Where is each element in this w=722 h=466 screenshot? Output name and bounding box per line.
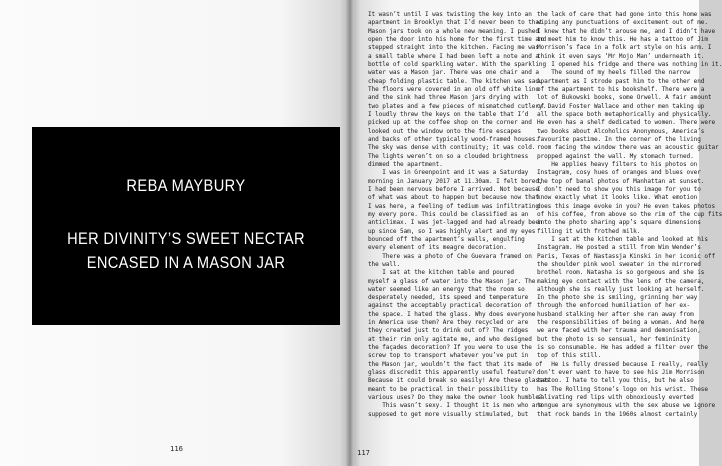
text-line: cheap folding plastic table. The kitchen was sad.: [368, 77, 543, 85]
text-line: my every pore. This could be classified as an: [368, 210, 529, 218]
text-line: room facing the window there was an acoustic guitar: [537, 144, 719, 152]
text-line: I had been nervous before I arrived. Not because: [368, 185, 539, 193]
text-line: the lack of care that had gone into this home was: [537, 11, 712, 18]
text-line: The lights weren’t on so a clouded brightness: [368, 152, 529, 160]
page-number-right: 117: [357, 448, 370, 457]
essay-title-line-2: ENCASED IN A MASON JAR: [86, 253, 286, 272]
text-line: they created just to drink out of? The ridges: [368, 327, 529, 335]
text-line: water seemed like an energy that the room so: [368, 285, 525, 293]
text-line: the space. I hated the glass. Why does everyone: [368, 310, 536, 318]
text-line: two books about Alcoholics Anonymous, America’s: [537, 127, 705, 135]
text-line: up since 5am, so I was highly alert and my eyes: [368, 227, 536, 235]
text-line: He is fully dressed because I really, really: [537, 360, 708, 368]
book-gutter: [346, 0, 354, 466]
text-line: anticlimax. I was jet-lagged and had already been: [368, 219, 543, 227]
page-number-left: 116: [170, 444, 183, 453]
text-line: It wasn’t until I was twisting the key into an: [368, 11, 532, 18]
text-line: The sky was dense with continuity; it was cold.: [368, 144, 536, 152]
text-line: the responsibilities of being a woman. And here: [537, 319, 705, 327]
text-line: Because it could break so easily! Are these glasses: [368, 377, 550, 385]
text-line: and backs of other typically wood-framed houses.: [368, 135, 539, 143]
text-line: the wall.: [368, 260, 401, 268]
text-line: at their rim only agitate me, and who designed: [368, 335, 532, 343]
text-line: bottle of cold sparkling water. With the sparkling: [368, 60, 547, 68]
text-line: of what was about to happen but because now that: [368, 194, 539, 202]
text-line: the shoulder pink wool sweater in the mirrored: [537, 260, 701, 268]
text-line: supposed to get more visually stimulated, but: [368, 410, 529, 418]
text-line: into the photo sharing app’s square dimensions: [537, 219, 701, 227]
essay-title-line-1: HER DIVINITY’S SWEET NECTAR: [67, 229, 305, 248]
text-line: Paris, Texas of Nastassja Kinski in her iconic off: [537, 252, 716, 260]
text-line: in America use them? Are they recycled or are: [368, 319, 529, 327]
text-line: stepped straight into the kitchen. Facing me was: [368, 44, 539, 52]
text-line: myself a glass of water into the Mason jar. The: [368, 277, 536, 285]
text-line: bounced off the apartment’s walls, engulfing: [368, 235, 525, 243]
text-line: meant to be practical in their possibility to: [368, 385, 529, 393]
text-line: lot of Bukowski books, some Orwell. A fair amount: [537, 94, 712, 102]
text-line: the top of banal photos of Manhattan at sunset.: [537, 177, 705, 185]
text-line: I was in Greenpoint and it was a Saturday: [368, 169, 529, 177]
text-line: against the acceptably practical decoration of: [368, 302, 532, 310]
text-line: I sat at the kitchen table and looked at his: [537, 235, 708, 243]
text-line: Instagram, cosy hues of oranges and blues over: [537, 169, 701, 177]
text-line: but the photo is so sensual, her femininity: [537, 335, 691, 343]
text-line: This wasn’t sexy. I thought it is men who are: [368, 402, 543, 410]
text-line: Instagram. He posted a still from Wim Wender’s: [537, 244, 701, 252]
text-line: has The Rolling Stone’s logo on his wrist. These: [537, 385, 708, 393]
text-line: apartment in Brooklyn that I’d never been to that: [368, 19, 543, 27]
text-line: dimmed the apartment.: [368, 160, 443, 168]
text-line: is so consumable. He has added a filter over the: [537, 344, 708, 352]
text-line: the Mason jar, wouldn’t the fact that its made of: [368, 360, 543, 368]
text-line: picked up at the coffee shop on the corner and: [368, 119, 532, 127]
text-line: apartment as I strode past him to the other end: [537, 77, 705, 85]
text-column-right: [537, 11, 722, 419]
text-line: of the apartment to his bookshelf. There were a: [537, 85, 705, 93]
text-line: a small table where I had been left a note and a: [368, 52, 539, 60]
text-line: I knew that he didn’t arouse me, and I didn’t have: [537, 27, 716, 35]
text-line: and the sink had three Mason jars drying with: [368, 94, 529, 102]
text-line: water was a Mason jar. There was one chair and a: [368, 69, 539, 77]
text-line: all the space both metaphorically and physically.: [537, 110, 712, 118]
text-line: Morrison’s face in a folk art style on his arm. I: [537, 44, 712, 52]
text-line: we are faced with her trauma and demonisation,: [537, 327, 701, 335]
text-line: glass discredit this apparently useful feature?: [368, 369, 536, 377]
text-line: to meet him to know this. He has a tattoo of Jim: [537, 35, 708, 43]
text-line: I don’t need to show you this image for you to: [537, 185, 701, 193]
text-column-left: [368, 11, 550, 419]
author-name: REBA MAYBURY: [126, 176, 246, 195]
text-line: He applies heavy filters to his photos on: [537, 160, 698, 168]
text-line: I was here, a feeling of tedium was infiltrating: [368, 202, 539, 210]
left-page: [0, 0, 350, 466]
text-line: Mason jars took on a whole new meaning. I pushed: [368, 27, 539, 35]
text-line: screw top to transport whatever you’ve put in: [368, 352, 529, 360]
text-line: tattoo. I hate to tell you this, but he also: [537, 377, 694, 385]
text-line: salivating red lips with obnoxiously everted: [537, 394, 694, 402]
text-line: does this image evoke in you? He even takes photos: [537, 202, 716, 210]
text-line: brothel room. Natasha is so gorgeous and she is: [537, 269, 705, 277]
text-line: wiping any punctuations of excitement out of me.: [537, 19, 708, 27]
text-line: two plates and a few pieces of mismatched cutlery.: [368, 102, 547, 110]
text-line: don’t ever want to have to see his Jim Morrison: [537, 369, 705, 377]
text-line: that rock bands in the 1960s almost certainly: [537, 410, 698, 418]
text-line: of David Foster Wallace and other men taking up: [537, 102, 705, 110]
text-line: the façades decoration? If you were to use the: [368, 344, 532, 352]
text-line: think it even says ‘Mr Mojo Man’ underneath it.: [537, 52, 705, 60]
text-line: every element of its meagre decoration.: [368, 244, 507, 252]
text-line: through the enforced humiliation of her ex-: [537, 302, 691, 310]
text-line: know exactly what it looks like. What emotion: [537, 194, 698, 202]
text-line: I opened his fridge and there was nothing in it.: [537, 60, 722, 68]
text-line: morning in January 2017 at 11.30am. I felt bored,: [368, 177, 543, 185]
text-line: various uses? Do they make the owner look humble?: [368, 394, 543, 402]
text-line: open the door into his home for the first time and: [368, 35, 547, 43]
text-line: filling it with frothed milk.: [537, 227, 641, 235]
text-line: In the photo she is smiling, grinning her way: [537, 294, 698, 302]
text-line: He even has a shelf dedicated to women. There were: [537, 119, 716, 127]
text-line: top of this still.: [537, 352, 602, 360]
text-line: I loudly threw the keys on the table that I’d: [368, 110, 529, 118]
text-line: I sat at the kitchen table and poured: [368, 269, 514, 277]
text-line: desperately needed, its speed and temperature: [368, 294, 529, 302]
text-line: favourite pastime. In the corner of the living: [537, 135, 701, 143]
text-line: The sound of my heels filled the narrow: [537, 69, 691, 77]
text-line: of his coffee, from above so the rim of the cup fits: [537, 210, 722, 218]
text-line: propped against the wall. My stomach turned.: [537, 152, 694, 160]
text-line: The floors were covered in an old off white lino: [368, 85, 539, 93]
title-block: [32, 127, 340, 325]
text-line: tongue are synonymous with the sex abuse we ignore: [537, 402, 716, 410]
text-line: There was a photo of Che Guevara framed on: [368, 252, 532, 260]
text-line: although she is really just looking at herself.: [537, 285, 705, 293]
text-line: husband stalking her after she ran away from: [537, 310, 694, 318]
essay-title: [54, 227, 319, 275]
text-line: making eye contact with the lens of the camera,: [537, 277, 705, 285]
text-line: looked out the window onto the fire escapes: [368, 127, 522, 135]
